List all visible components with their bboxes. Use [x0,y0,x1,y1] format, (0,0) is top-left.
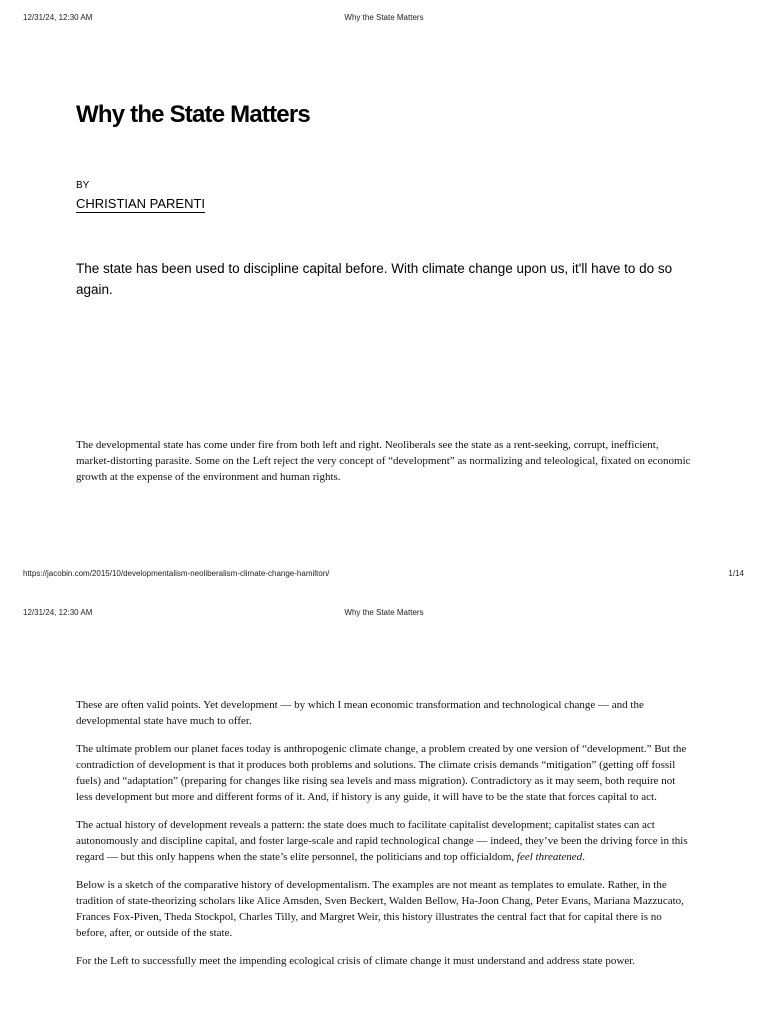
print-date: 12/31/24, 12:30 AM [23,13,93,22]
print-header [0,608,768,620]
paragraph-4-text: The actual history of development reveals a pattern: the state does much to facilitate capitalist development; capitalist states can act autonomously and discipline capital, and foster large-scale and rapid technological change — indeed, they’ve been the driving force in this regard — but this only happens when the state’s elite personnel, the politicians and top officialdom, [76,819,688,863]
paragraph-5: Below is a sketch of the comparative history of developmentalism. The examples are not meant as templates to emulate. Rather, in the tradition of state-theorizing scholars like Alice Amsden, Sven Beckert, Walden Bellow, Ha-Joon Chang, Peter Evans, Mariana Mazzucato, Frances Fox-Piven, Theda Stockpol, Charles Tilly, and Margret Weir, this history illustrates the central fact that for capital there is no before, after, or outside of the state. [76,879,684,939]
paragraph-2: These are often valid points. Yet development — by which I mean economic transformation and technological change — and the developmental state have much to offer. [76,699,644,727]
print-title: Why the State Matters [344,13,424,22]
paragraph-3: The ultimate problem our planet faces today is anthropogenic climate change, a problem created by one version of “development.” But the contradiction of development is that it produces both problems and solutions. The climate crisis demands “mitigation” (getting off fossil fuels) and “adaptation” (preparing for changes like rising sea levels and mass migration). Contradictory as it may seem, both require not less development but more and different forms of it. And, if history is any guide, it will have to be the state that forces capital to act. [76,743,687,803]
page-number: 1/14 [728,569,744,578]
paragraph-6: For the Left to successfully meet the impending ecological crisis of climate change it must understand and address state power. [76,955,636,967]
paragraph-4-end: . [582,851,585,863]
byline-label: BY [76,180,90,191]
print-footer [0,569,768,581]
article-title: Why the State Matters [76,101,310,128]
print-url: https://jacobin.com/2015/10/developmentalism-neoliberalism-climate-change-hamilton/ [23,569,330,578]
author-link[interactable]: CHRISTIAN PARENTI [76,196,206,211]
paragraph-4 [76,817,694,865]
pdf-page-2 [0,595,768,1024]
article-dek: The state has been used to discipline capital before. With climate change upon us, it'll have to do so again. [76,261,673,297]
paragraph-4-emphasis: feel threatened [516,851,583,863]
paragraph-1: The developmental state has come under fire from both left and right. Neoliberals see the state as a rent-seeking, corrupt, inefficient, market-distorting parasite. Some on the Left reject the very concept of “development” as normalizing and teleological, fixated on economic growth at the expense of the environment and human rights. [76,439,691,483]
print-header [0,13,768,25]
print-date: 12/31/24, 12:30 AM [23,608,93,617]
print-title: Why the State Matters [344,608,424,617]
article-body [76,697,694,981]
